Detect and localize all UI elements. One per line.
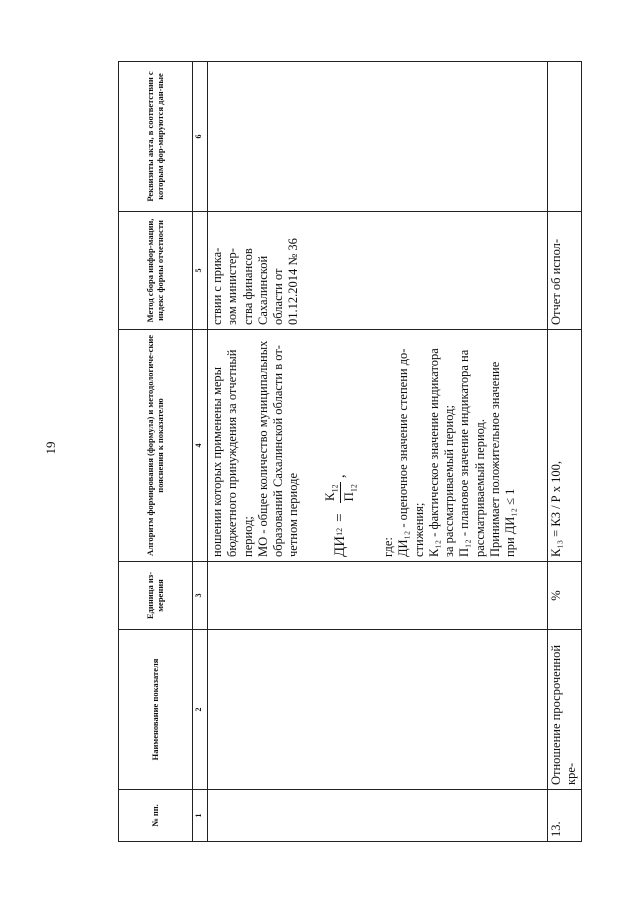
formula-tail: , (332, 474, 349, 479)
row-13-method: Отчет об испол- (548, 212, 582, 330)
indicator-table (118, 61, 582, 842)
row-13-name: Отношение просроченной кре- (548, 630, 582, 790)
algorithm-line: образований Сахалинской области в от- (271, 345, 285, 557)
formula-numerator: К (321, 492, 337, 502)
formula-lhs: ДИ (332, 535, 349, 557)
header-unit: Единица из-мерения (119, 562, 193, 630)
formula-denominator: П (340, 492, 356, 502)
method-line: Сахалинской (255, 255, 270, 325)
definition-line: П₁₂ - плановое значение индикатора на (457, 349, 472, 557)
column-number: 1 (193, 790, 208, 842)
header-method: Метод сбора инфор-мации, индекс формы отчетности (119, 212, 193, 330)
definition-line: Принимает положительное значение (487, 361, 502, 557)
cell-algorithm (208, 330, 548, 562)
algorithm-line: четном периоде (286, 472, 301, 557)
cell-method (208, 212, 548, 330)
where-label: где: (381, 537, 396, 557)
definition-line: рассматриваемый период. (472, 418, 487, 557)
header-num: № пп. (119, 790, 193, 842)
method-line: зом министер- (225, 248, 240, 325)
definition-line: ДИ₁₂ - оценочное значение степени до- (396, 348, 411, 557)
definition-line: при ДИ₁₂ ≤ 1 (503, 488, 518, 557)
row-13-unit: % (548, 562, 582, 630)
definition-line: стижения; (411, 502, 426, 557)
row-13 (548, 62, 582, 842)
formula (322, 334, 360, 557)
method-line: ства финансов (240, 248, 255, 325)
row-13-act (548, 62, 582, 212)
cell-unit-empty (208, 562, 548, 630)
algorithm-line: МО - общее количество муниципальных (255, 340, 270, 557)
formula-denominator-sub: 12 (349, 484, 359, 493)
cell-act-empty (208, 62, 548, 212)
column-number-row (193, 62, 208, 842)
method-line: ствии с прика- (210, 247, 224, 325)
continued-row (208, 62, 548, 842)
column-number: 3 (193, 562, 208, 630)
header-name: Наименование показателя (119, 630, 193, 790)
header-act: Реквизиты акта, в соответствии с которым фор-мируются дан-ные (119, 62, 193, 212)
column-number: 5 (193, 212, 208, 330)
header-row (119, 62, 193, 842)
formula-numerator-sub: 12 (330, 484, 340, 493)
column-number: 2 (193, 630, 208, 790)
column-number: 6 (193, 62, 208, 212)
column-number: 4 (193, 330, 208, 562)
definition-line: К₁₂ - фактическое значение индикатора (426, 348, 441, 557)
cell-num-empty (208, 790, 548, 842)
algorithm-line: бюджетного принуждения за отчетный (225, 349, 240, 557)
algorithm-line: период; (240, 516, 255, 557)
header-algorithm: Алгоритм формирования (формула) и методологиче-ские пояснения к показателю (119, 330, 193, 562)
page-number: 19 (43, 441, 58, 455)
algorithm-line: ношении которых применены меры (210, 366, 224, 557)
row-13-algorithm: К₁₃ = КЗ / Р х 100, (548, 330, 582, 562)
cell-name-empty (208, 630, 548, 790)
formula-lhs-sub: 12 (335, 527, 345, 536)
formula-equals: = (332, 513, 349, 522)
definition-line: за рассматриваемый период; (442, 405, 457, 557)
rotated-table-wrapper (118, 62, 582, 842)
method-line: области от (271, 268, 285, 325)
row-13-num: 13. (548, 790, 582, 842)
method-line: 01.12.2014 № 36 (286, 238, 301, 325)
formula-fraction (322, 482, 360, 503)
